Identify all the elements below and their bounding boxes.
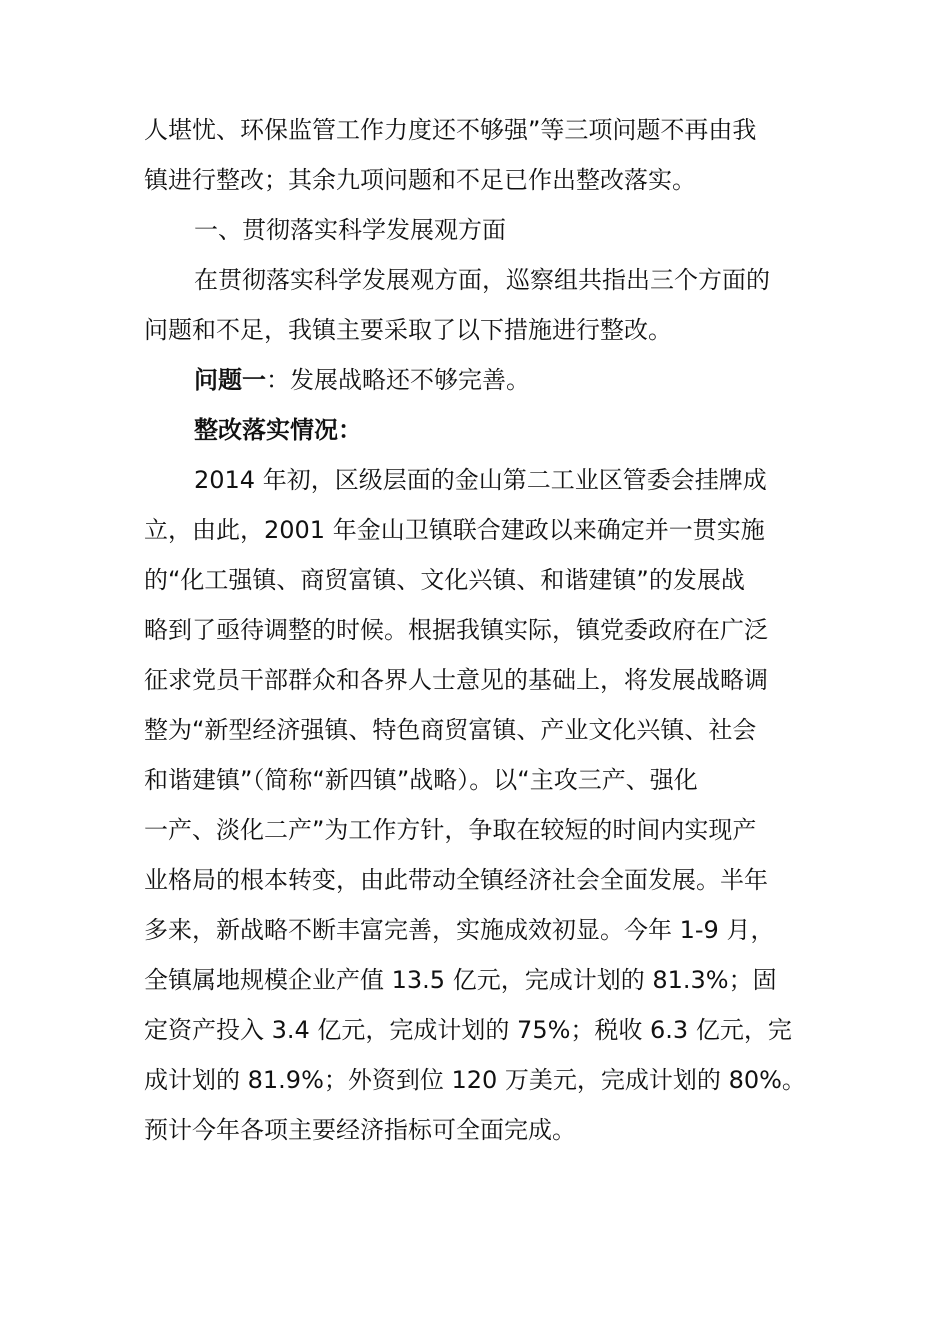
paragraph-line: 立，由此，2001 年金山卫镇联合建政以来确定并一贯实施 [144,516,765,544]
rectification-heading: 整改落实情况： [194,416,362,444]
paragraph-line: 整为“新型经济强镇、特色商贸富镇、产业文化兴镇、社会 [144,716,757,744]
paragraph-line: 多来，新战略不断丰富完善，实施成效初显。今年 1-9 月， [144,916,775,944]
paragraph-line: 一产、淡化二产”为工作方针，争取在较短的时间内实现产 [144,816,757,844]
paragraph-line: 业格局的根本转变，由此带动全镇经济社会全面发展。半年 [144,866,768,894]
issue-line [194,362,530,398]
paragraph-line: 问题和不足，我镇主要采取了以下措施进行整改。 [144,316,672,344]
paragraph-line: 征求党员干部群众和各界人士意见的基础上，将发展战略调 [144,666,768,694]
paragraph-line: 2014 年初，区级层面的金山第二工业区管委会挂牌成 [194,466,767,494]
issue-label: 问题一 [194,366,266,394]
paragraph-line: 定资产投入 3.4 亿元，完成计划的 75%；税收 6.3 亿元，完 [144,1016,792,1044]
paragraph-line: 略到了亟待调整的时候。根据我镇实际，镇党委政府在广泛 [144,616,768,644]
paragraph-line: 成计划的 81.9%；外资到位 120 万美元，完成计划的 80%。 [144,1066,806,1094]
issue-text: ：发展战略还不够完善。 [266,366,530,394]
paragraph-line: 预计今年各项主要经济指标可全面完成。 [144,1116,576,1144]
paragraph-line: 的“化工强镇、商贸富镇、文化兴镇、和谐建镇”的发展战 [144,566,745,594]
paragraph-line: 人堪忧、环保监管工作力度还不够强”等三项问题不再由我 [144,116,757,144]
paragraph-line: 全镇属地规模企业产值 13.5 亿元，完成计划的 81.3%；固 [144,966,777,994]
paragraph-line: 在贯彻落实科学发展观方面，巡察组共指出三个方面的 [194,266,770,294]
paragraph-line: 和谐建镇”（简称“新四镇”战略）。以“主攻三产、强化 [144,766,698,794]
paragraph-line: 镇进行整改；其余九项问题和不足已作出整改落实。 [144,166,696,194]
section-heading: 一、贯彻落实科学发展观方面 [194,216,506,244]
